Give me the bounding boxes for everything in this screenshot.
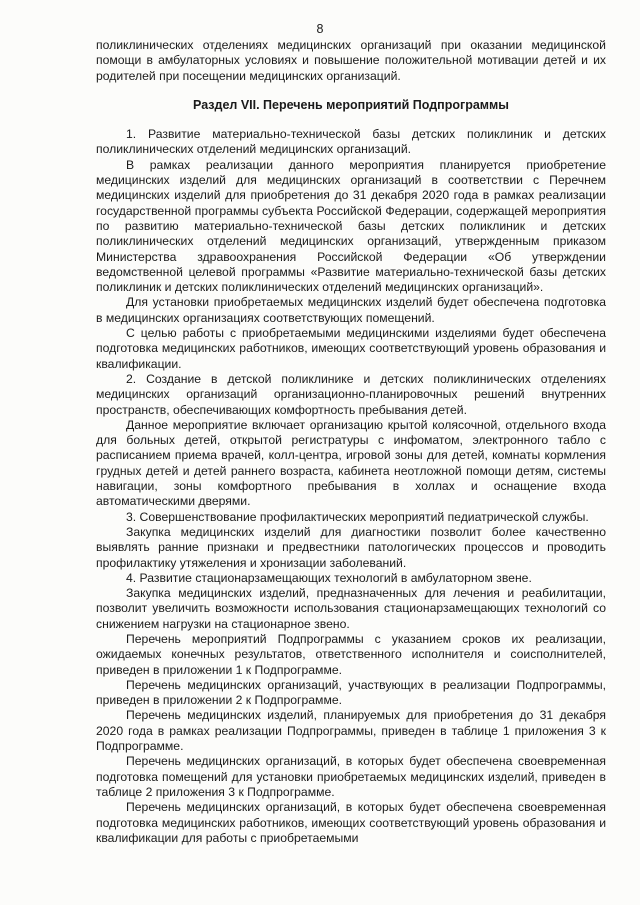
paragraph: Перечень медицинских организаций, в которых будет обеспечена своевременная подготовка помещений для установки приобретаемых медицинских изделий, приведен в таблице 2 приложения 3 к Подпрограмме. [96, 754, 606, 799]
paragraph: 3. Совершенствование профилактических мероприятий педиатрической службы. [126, 509, 589, 524]
section-title: Раздел VII. Перечень мероприятий Подпрограммы [193, 97, 509, 112]
paragraph: Для установки приобретаемых медицинских изделий будет обеспечена подготовка в медицинских организациях соответствующих помещений. [96, 295, 606, 325]
paragraph: С целью работы с приобретаемыми медицинскими изделиями будет обеспечена подготовка медицинских работников, имеющих соответствующий уровень образования и квалификации. [96, 326, 606, 371]
paragraph: 2. Создание в детской поликлинике и детских поликлинических отделениях медицинских организаций организационно-планировочных решений внутренних пространств, обеспечивающих комфортность пребывания детей. [96, 371, 606, 417]
paragraph: Перечень медицинских организаций, участвующих в реализации Подпрограммы, приведен в приложении 2 к Подпрограмме. [96, 677, 606, 708]
paragraph: 4. Развитие стационарзамещающих технологий в амбулаторном звене. [126, 570, 532, 585]
paragraph: Данное мероприятие включает организацию крытой колясочной, отдельного входа для больных детей, открытой регистратуры с инфоматом, электронного табло с расписанием приема врачей, колл-центра, игровой зоны для детей, комнаты кормления грудных детей и детей раннего возраста, кабинета неотложной помощи детям, системы навигации, зоны комфортного пребывания в холлах и оснащение входа автоматическими дверями. [96, 417, 606, 509]
paragraph: В рамках реализации данного мероприятия планируется приобретение медицинских изделий для медицинских организаций в соответствии с Перечнем медицинских изделий для приобретения до 31 декабря 2020 года в рамках реализации государственной программы субъекта Российской Федерации, содержащей мероприятия по развитию материально-технической базы детских поликлиник и детских поликлинических отделений медицинских организаций, утвержденным приказом Министерства здравоохранения Российской Федерации «Об утверждении ведомственной целевой программы «Развитие материально-технической базы детских поликлиник и детских поликлинических отделений медицинских организаций». [96, 157, 606, 295]
paragraph: Закупка медицинских изделий для диагностики позволит более качественно выявлять ранние признаки и предвестники патологических процессов и проводить профилактику утяжеления и хронизации заболеваний. [96, 524, 606, 570]
paragraph: Перечень медицинских изделий, планируемых для приобретения до 31 декабря 2020 года в рамках реализации Подпрограммы, приведен в таблице 1 приложения 3 к Подпрограмме. [96, 708, 606, 754]
paragraph: 1. Развитие материально-технической базы детских поликлиник и детских поликлинических отделений медицинских организаций. [96, 127, 606, 157]
paragraph: Перечень медицинских организаций, в которых будет обеспечена своевременная подготовка медицинских работников, имеющих соответствующий уровень образования и квалификации для работы с приобретаемыми [96, 800, 606, 845]
paragraph: Перечень мероприятий Подпрограммы с указанием сроков их реализации, ожидаемых конечных результатов, ответственного исполнителя и соисполнителей, приведен в приложении 1 к Подпрограмме. [96, 631, 606, 677]
page-body [96, 38, 606, 846]
intro-paragraph: поликлинических отделениях медицинских организаций при оказании медицинской помощи в амбулаторных условиях и повышение положительной мотивации детей и их родителей при посещении медицинских организаций. [96, 38, 606, 83]
paragraph: Закупка медицинских изделий, предназначенных для лечения и реабилитации, позволит увеличить возможности использования стационарзамещающих технологий со снижением нагрузки на стационарное звено. [96, 586, 606, 631]
page-number: 8 [316, 22, 324, 36]
